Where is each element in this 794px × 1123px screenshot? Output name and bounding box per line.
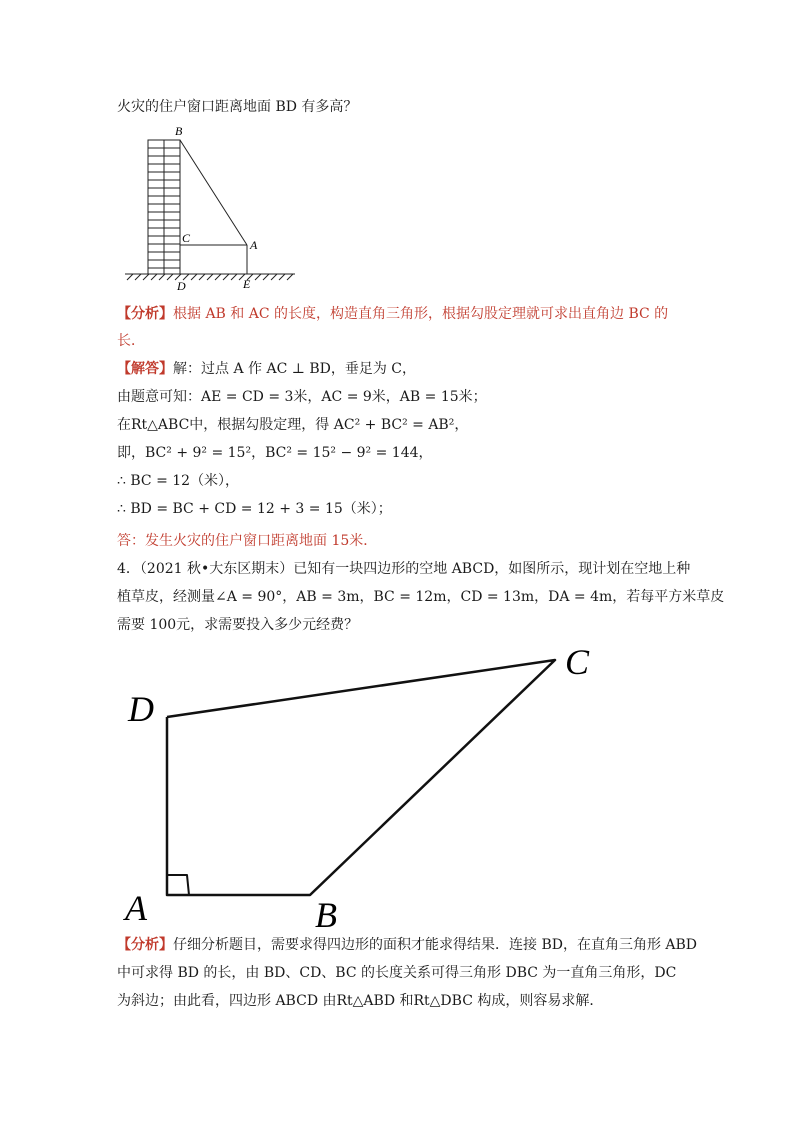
fig1-label-e: E [243,277,251,291]
fig1-label-b: B [175,124,183,138]
ground-hatch-line [127,274,133,280]
ground-hatch-line [255,274,261,280]
analysis-1: 【分析】根据 AB 和 AC 的长度，构造直角三角形，根据勾股定理就可求出直角边 BC 的 [117,306,669,322]
ground-hatch-line [231,274,237,280]
solution-line-5: ∴ BC = 12（米）， [117,473,240,489]
fig2-label-d: D [128,689,154,729]
ground-hatch-line [215,274,221,280]
ground-hatch-line [279,274,285,280]
analysis-2-line-1: 【分析】仔细分析题目，需要求得四边形的面积才能求得结果．连接 BD，在直角三角形 ABD [117,937,698,953]
solution-line-3: 在Rt△ABC中，根据勾股定理，得 AC² + BC² = AB²， [117,417,469,433]
ground-hatch-line [167,274,173,280]
solution-line-2: 由题意可知：AE = CD = 3米，AC = 9米，AB = 15米； [117,389,487,405]
ground-hatch-line [199,274,205,280]
analysis-2-line-2: 中可求得 BD 的长，由 BD、CD、BC 的长度关系可得三角形 DBC 为一直角三角形，DC [117,965,677,981]
question-4-line-2: 植草皮，经测量∠A = 90°，AB = 3m，BC = 12m，CD = 13m，DA = 4m，若每平方米草皮 [117,589,725,605]
ground-hatch-line [159,274,165,280]
figure-building-ladder [115,120,305,295]
analysis-2-line-3: 为斜边；由此看，四边形 ABCD 由Rt△ABD 和Rt△DBC 构成，则容易求解． [117,993,604,1009]
solution-line-4: 即，BC² + 9² = 15²，BC² = 15² − 9² = 144， [117,445,433,461]
question-3-text: 火灾的住户窗口距离地面 BD 有多高？ [117,99,358,115]
analysis-1-cont: 长． [117,333,145,349]
ground-hatch-line [191,274,197,280]
ground-hatch-line [143,274,149,280]
ground-hatch-line [287,274,293,280]
figure-quadrilateral [110,630,630,940]
answer-line: 答：发生火灾的住户窗口距离地面 15米． [117,533,378,549]
solution-line-6: ∴ BD = BC + CD = 12 + 3 = 15（米）； [117,501,392,517]
fig1-label-d: D [177,279,186,293]
question-4-line-1: 4．（2021 秋•大东区期末）已知有一块四边形的空地 ABCD，如图所示，现计划在空地上种 [117,561,691,577]
ground-hatch-line [135,274,141,280]
question-4-line-3: 需要 100元，求需要投入多少元经费？ [117,617,359,633]
fig1-label-c: C [182,231,191,245]
ground-hatch-line [271,274,277,280]
fig2-label-a: A [125,888,147,928]
fig2-label-b: B [315,895,337,935]
solution-line-1: 【解答】解：过点 A 作 AC ⊥ BD，垂足为 C， [117,361,417,377]
fig2-label-c: C [565,642,590,682]
fig1-label-a: A [250,238,258,252]
ground-hatch-line [223,274,229,280]
ground-hatch-line [207,274,213,280]
ground-hatch-line [151,274,157,280]
ground-hatch-line [263,274,269,280]
